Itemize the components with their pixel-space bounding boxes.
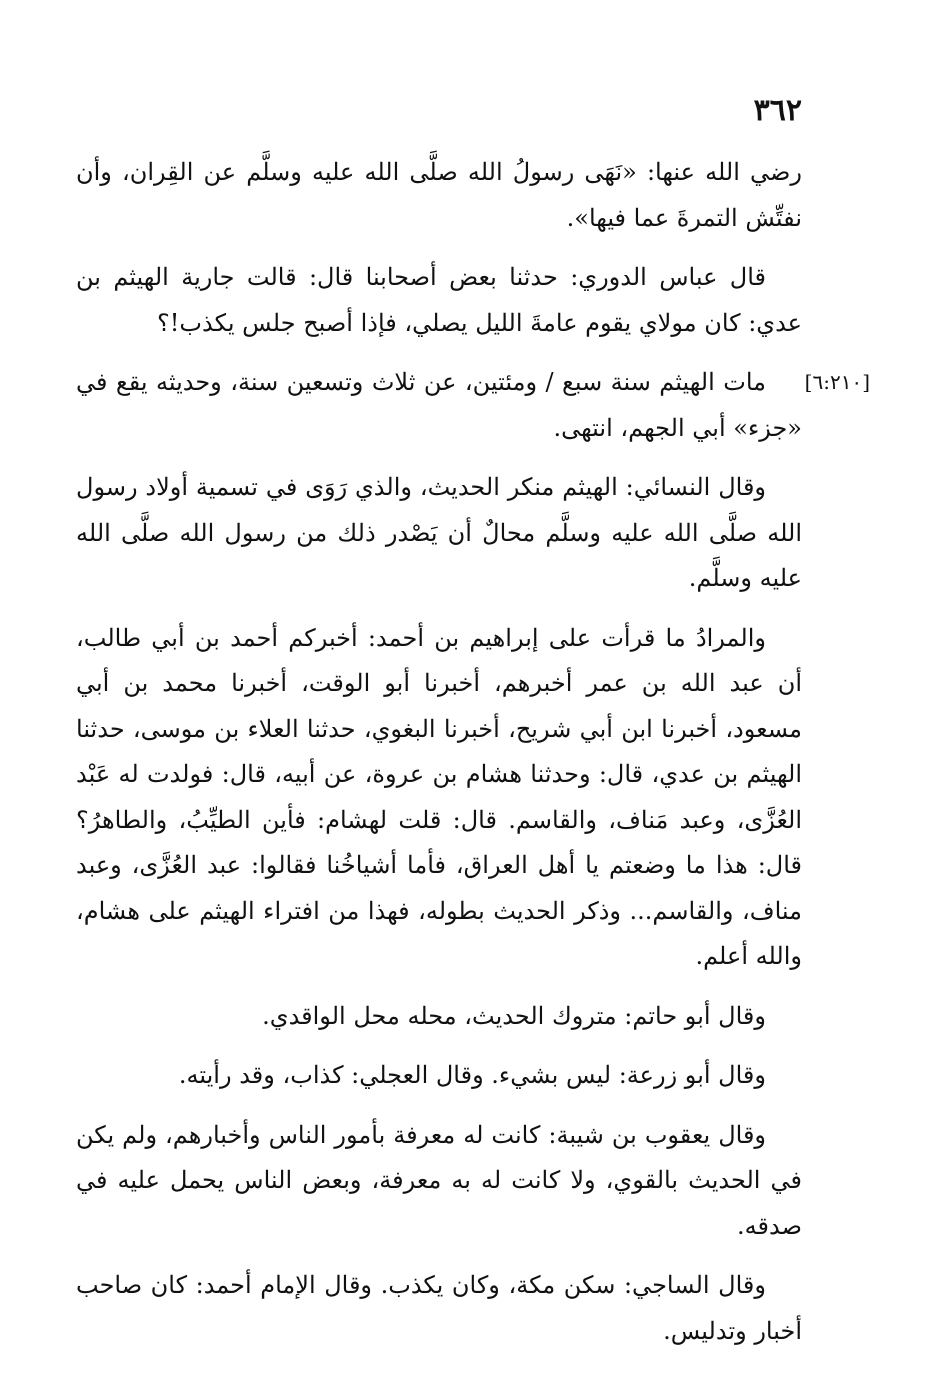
- paragraph-8: وقال يعقوب بن شيبة: كانت له معرفة بأمور الناس وأخبارهم، ولم يكن في الحديث بالقوي، ولا كانت له به معرفة، وبعض الناس يحمل عليه في صدقه.: [76, 1120, 802, 1240]
- paragraph-2: قال عباس الدوري: حدثنا بعض أصحابنا قال: قالت جارية الهيثم بن عدي: كان مولاي يقوم عامةَ الليل يصلي، فإذا أصبح جلس يكذب!؟: [76, 263, 802, 337]
- paragraph-4: وقال النسائي: الهيثم منكر الحديث، والذي رَوَى في تسمية أولاد رسول الله صلَّى الله عليه وسلَّم محالٌ أن يَصْدر ذلك من رسول الله صلَّى الله عليه وسلَّم.: [76, 473, 802, 592]
- paragraph-5: والمرادُ ما قرأت على إبراهيم بن أحمد: أخبركم أحمد بن أبي طالب، أن عبد الله بن عمر أخبرهم، أخبرنا أبو الوقت، أخبرنا محمد بن أبي مسعود، أخبرنا ابن أبي شريح، أخبرنا البغوي، حدثنا العلاء بن موسى، حدثنا الهيثم بن عدي، قال: وحدثنا هشام بن عروة، عن أبيه، قال: فولدت له عَبْد العُزَّى، وعبد مَناف، والقاسم. قال: قلت لهشام: فأين الطيِّبُ، والطاهرُ؟ قال: هذا ما وضعتم يا أهل العراق، فأما أشياخُنا فقالوا: عبد العُزَّى، وعبد مناف، والقاسم... وذكر الحديث بطوله، فهذا من افتراء الهيثم على هشام، والله أعلم.: [76, 623, 802, 970]
- page-number: ٣٦٢: [753, 93, 802, 128]
- paragraph-3-text: مات الهيثم سنة سبع / ومئتين، عن ثلاث وتسعين سنة، وحديثه يقع في «جزء» أبي الجهم، انتهى.: [76, 368, 802, 442]
- paragraph-1: رضي الله عنها: «نَهَى رسولُ الله صلَّى الله عليه وسلَّم عن القِران، وأن نفتِّش التمرةَ عما فيها».: [76, 158, 802, 232]
- paragraph-6: وقال أبو حاتم: متروك الحديث، محله محل الواقدي.: [262, 1001, 766, 1030]
- paragraph-7: وقال أبو زرعة: ليس بشيء. وقال العجلي: كذاب، وقد رأيته.: [178, 1061, 766, 1089]
- main-text: [76, 150, 870, 1368]
- paragraph-9: وقال الساجي: سكن مكة، وكان يكذب. وقال الإمام أحمد: كان صاحب أخبار وتدليس.: [76, 1271, 802, 1345]
- margin-reference: [٦:٢١٠]: [804, 370, 870, 394]
- paragraph-3: [76, 360, 870, 451]
